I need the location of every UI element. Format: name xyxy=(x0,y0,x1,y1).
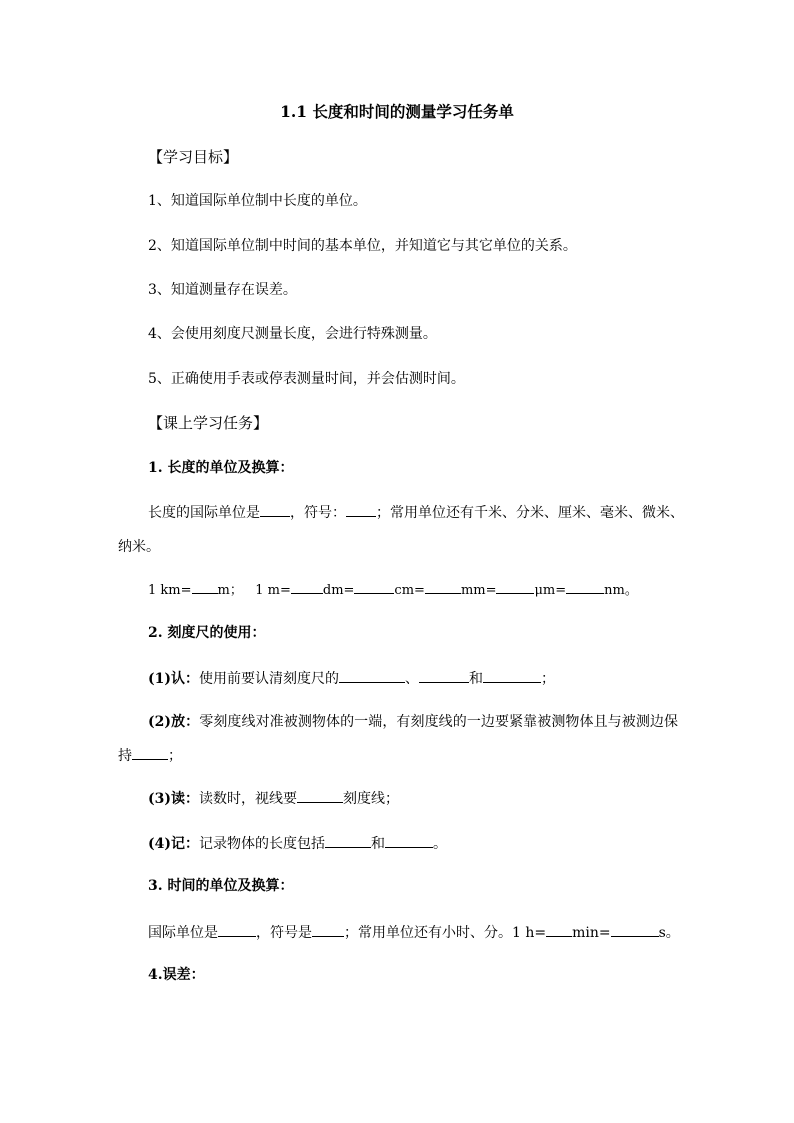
section-2-title: 2. 刻度尺的使用： xyxy=(148,625,266,641)
blank-m-to-um[interactable] xyxy=(496,578,534,594)
time-conversion-line: 国际单位是 ，符号是 ；常用单位还有小时、分。1 h= min= s。 xyxy=(148,921,680,943)
blank-ruler-3[interactable] xyxy=(483,667,541,683)
objectives-heading: 【学习目标】 xyxy=(148,148,239,166)
section-1-title: 1. 长度的单位及换算： xyxy=(148,460,294,476)
blank-h-to-min[interactable] xyxy=(546,921,572,937)
objective-item-2: 2、知道国际单位制中时间的基本单位，并知道它与其它单位的关系。 xyxy=(148,238,577,254)
blank-time-symbol[interactable] xyxy=(312,921,344,937)
blank-record-2[interactable] xyxy=(385,832,433,848)
objective-item-4: 4、会使用刻度尺测量长度，会进行特殊测量。 xyxy=(148,326,437,342)
blank-ruler-2[interactable] xyxy=(419,667,469,683)
blank-ruler-sight[interactable] xyxy=(297,787,343,803)
blank-m-to-nm[interactable] xyxy=(566,578,604,594)
ruler-step-place: (2)放：零刻度线对准被测物体的一端，有刻度线的一边要紧靠被测物体且与被测边保持 ； xyxy=(118,714,678,764)
tasks-heading: 【课上学习任务】 xyxy=(148,414,269,432)
blank-ruler-1[interactable] xyxy=(339,667,405,683)
objective-item-1: 1、知道国际单位制中长度的单位。 xyxy=(148,193,367,209)
objective-item-3: 3、知道测量存在误差。 xyxy=(148,282,297,298)
blank-m-to-dm[interactable] xyxy=(291,578,323,594)
blank-h-to-s[interactable] xyxy=(611,921,659,937)
ruler-step-reading: (3)读：读数时，视线要 刻度线； xyxy=(148,787,399,809)
section-4-title: 4.误差： xyxy=(148,967,205,983)
page-title: 1.1 长度和时间的测量学习任务单 xyxy=(280,102,514,121)
length-conversion-line: 1 km= m； 1 m= dm= cm= mm= μm= nm。 xyxy=(148,578,638,601)
ruler-step-record: (4)记：记录物体的长度包括 和 。 xyxy=(148,832,447,854)
blank-km-to-m[interactable] xyxy=(192,578,218,594)
blank-record-1[interactable] xyxy=(325,832,371,848)
ruler-step-read: (1)认：使用前要认清刻度尺的 、 和 ； xyxy=(148,667,555,689)
blank-ruler-place[interactable] xyxy=(132,744,168,760)
objective-item-5: 5、正确使用手表或停表测量时间，并会估测时间。 xyxy=(148,371,465,387)
section-3-title: 3. 时间的单位及换算： xyxy=(148,878,294,894)
blank-length-symbol[interactable] xyxy=(346,501,376,517)
blank-length-unit[interactable] xyxy=(260,501,290,517)
blank-m-to-cm[interactable] xyxy=(354,578,394,594)
blank-m-to-mm[interactable] xyxy=(425,578,461,594)
blank-time-unit[interactable] xyxy=(218,921,256,937)
section-1-paragraph: 长度的国际单位是 ，符号： ；常用单位还有千米、分米、厘米、毫米、微米、纳米。 xyxy=(118,496,684,564)
